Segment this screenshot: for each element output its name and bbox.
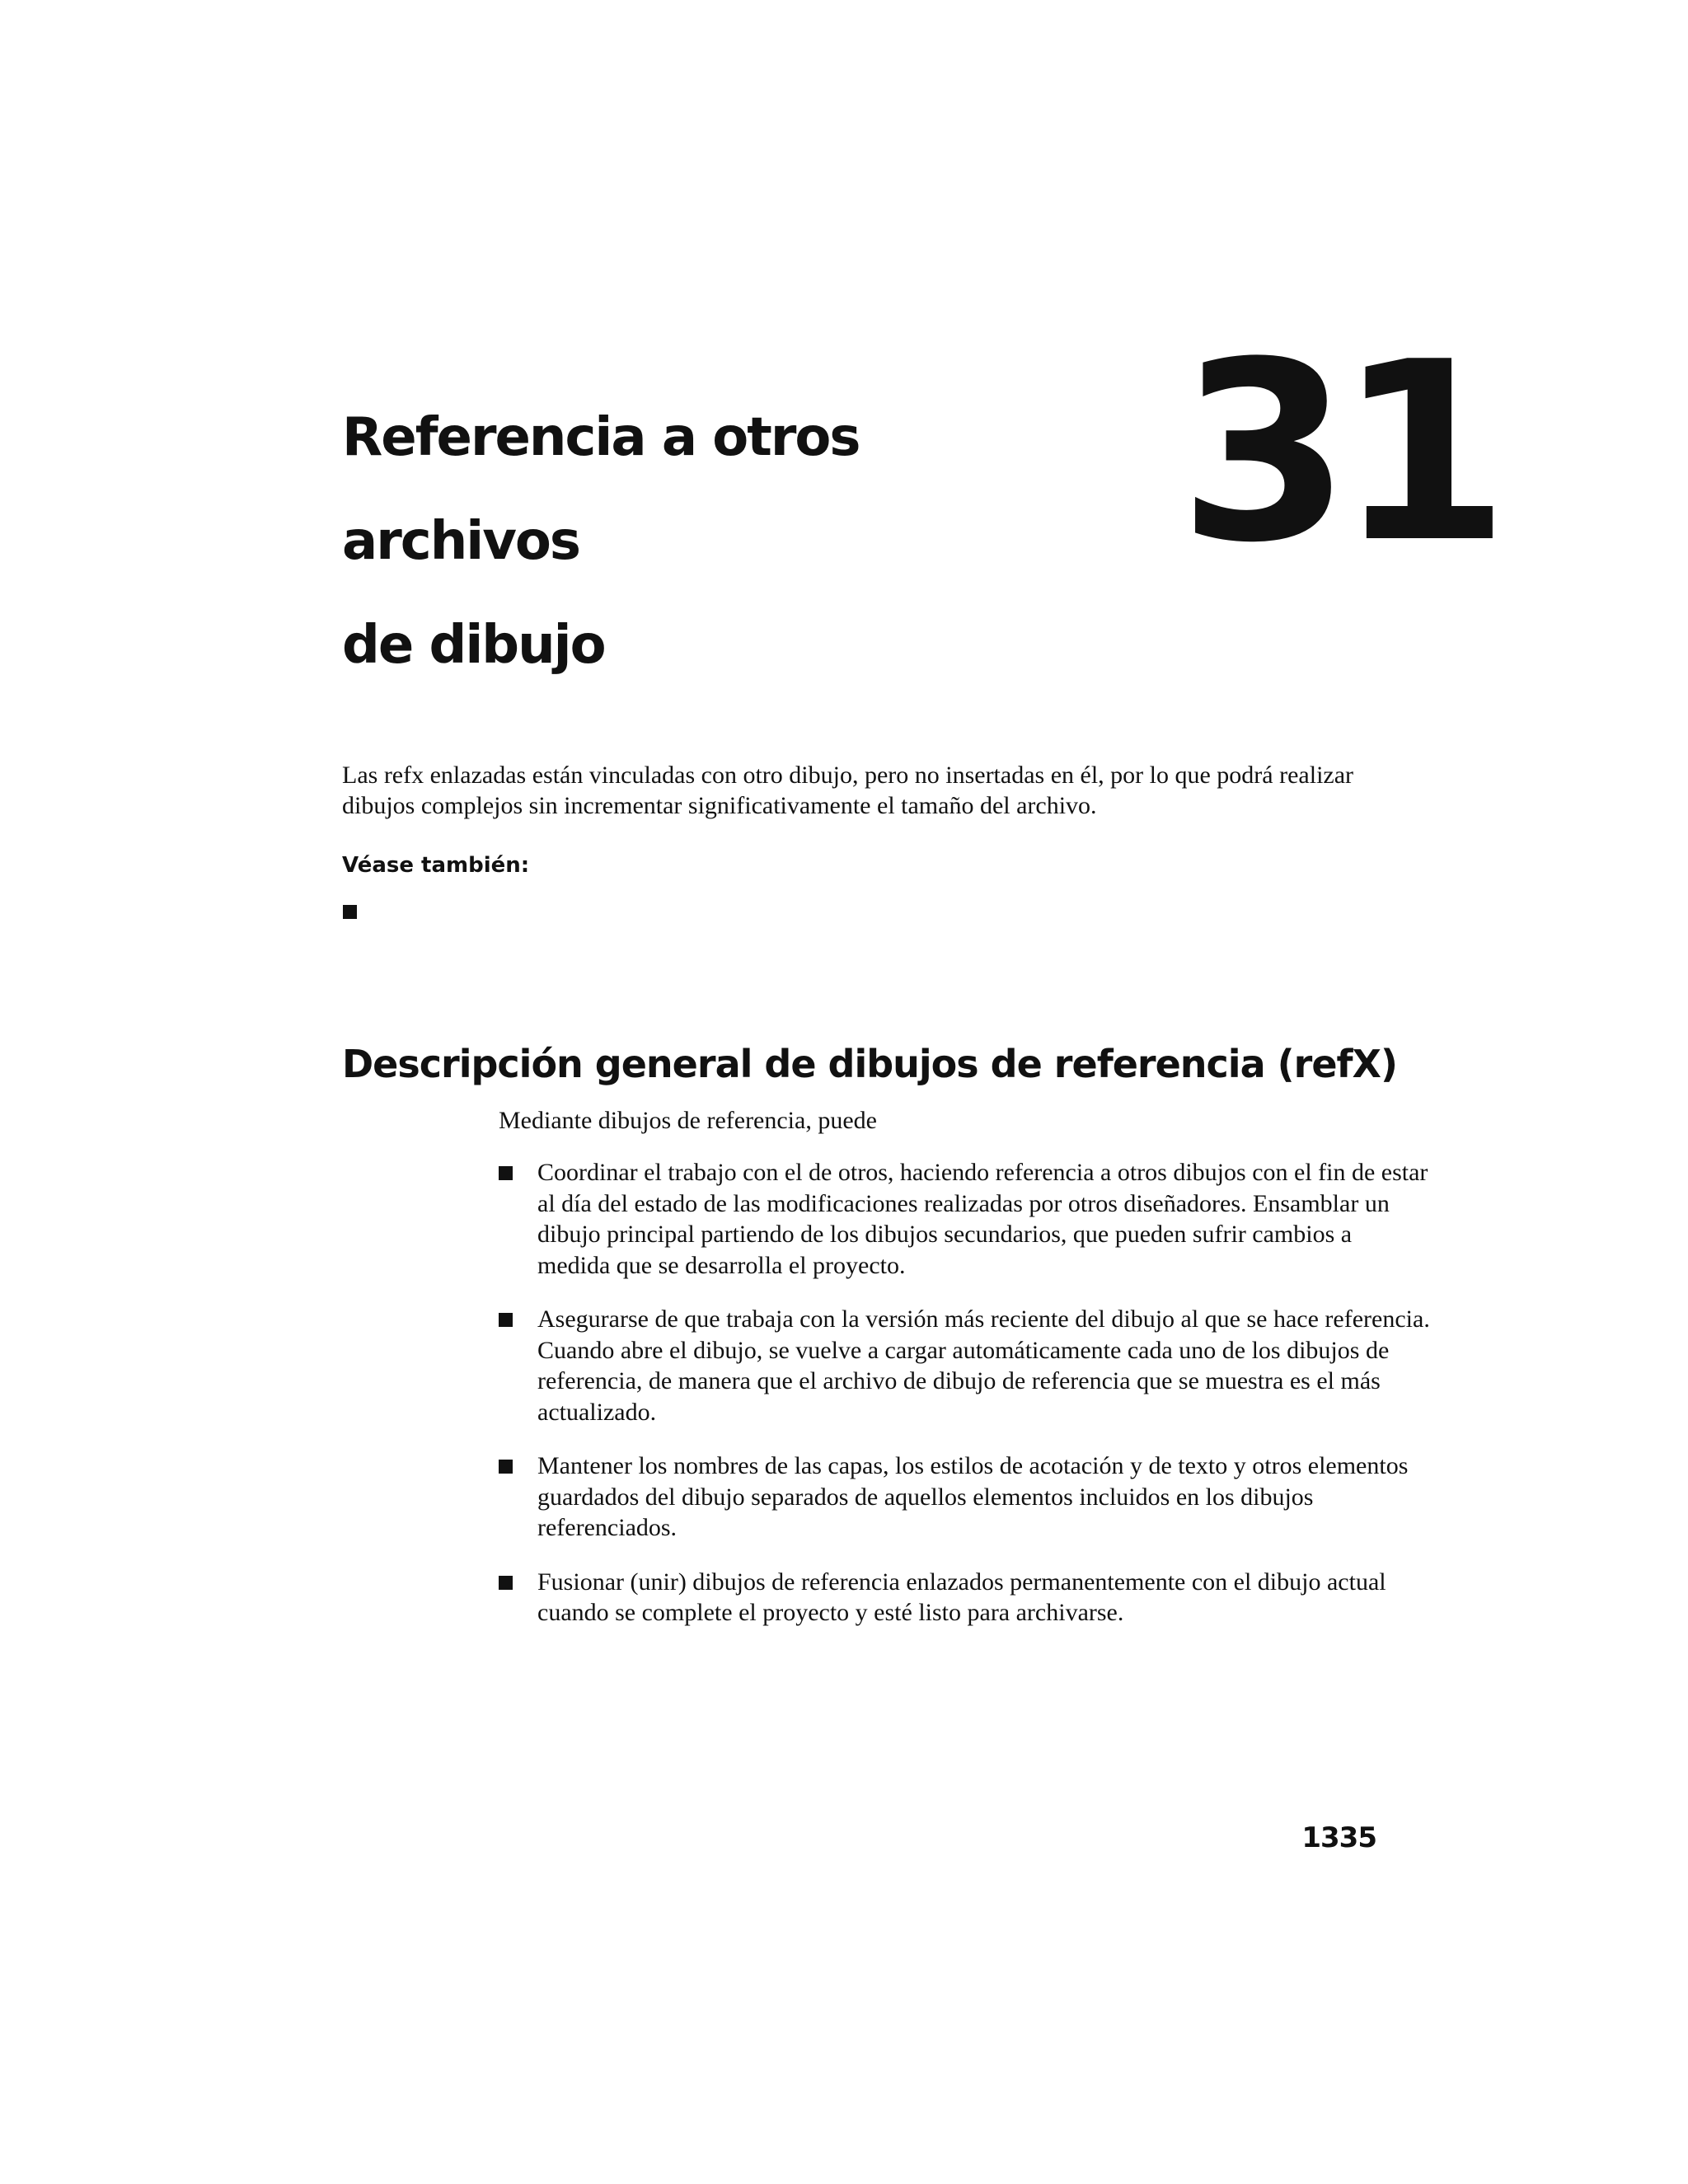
square-bullet-icon xyxy=(499,1576,513,1590)
chapter-title xyxy=(342,386,1084,697)
list-item xyxy=(499,1567,1430,1629)
see-also-bullet-icon xyxy=(343,905,357,919)
list-item xyxy=(499,1157,1430,1281)
square-bullet-icon xyxy=(499,1313,513,1327)
list-item xyxy=(499,1451,1430,1544)
chapter-number: 31 xyxy=(1179,309,1497,597)
list-item-text: Mantener los nombres de las capas, los estilos de acotación y de texto y otros elementos guardados del dibujo separados de aquellos elementos incluidos en los dibujos referenciados. xyxy=(537,1452,1409,1541)
list-item-text: Fusionar (unir) dibujos de referencia enlazados permanentemente con el dibujo actual cuando se complete el proyecto y esté listo para archivarse. xyxy=(537,1568,1386,1626)
square-bullet-icon xyxy=(499,1460,513,1474)
intro-paragraph: Las refx enlazadas están vinculadas con otro dibujo, pero no insertadas en él, por lo que podrá realizar dibujos complejos sin incrementar significativamente el tamaño del archivo. xyxy=(342,762,1354,819)
section-heading: Descripción general de dibujos de referencia (refX) xyxy=(342,1042,1398,1086)
list-item-text: Coordinar el trabajo con el de otros, haciendo referencia a otros dibujos con el fin de estar al día del estado de las modificaciones realizadas por otros diseñadores. Ensamblar un dibujo principal partiendo de los dibujos secundarios, que pueden sufrir cambios a medida que se desarrolla el proyecto. xyxy=(537,1159,1428,1279)
bullet-list xyxy=(499,1157,1430,1652)
list-item xyxy=(499,1304,1430,1427)
page-number: 1335 xyxy=(1301,1821,1376,1854)
list-item-text: Asegurarse de que trabaja con la versión más reciente del dibujo al que se hace referencia. Cuando abre el dibujo, se vuelve a cargar automáticamente cada uno de los dibujos de referencia, de manera que el archivo de dibujo de referencia que se muestra es el más actualizado. xyxy=(537,1305,1430,1426)
section-lead: Mediante dibujos de referencia, puede xyxy=(499,1107,877,1134)
see-also-label: Véase también: xyxy=(342,853,530,878)
square-bullet-icon xyxy=(499,1166,513,1180)
chapter-title-line-1: Referencia a otros archivos xyxy=(342,407,860,572)
chapter-title-line-2: de dibujo xyxy=(342,615,605,676)
